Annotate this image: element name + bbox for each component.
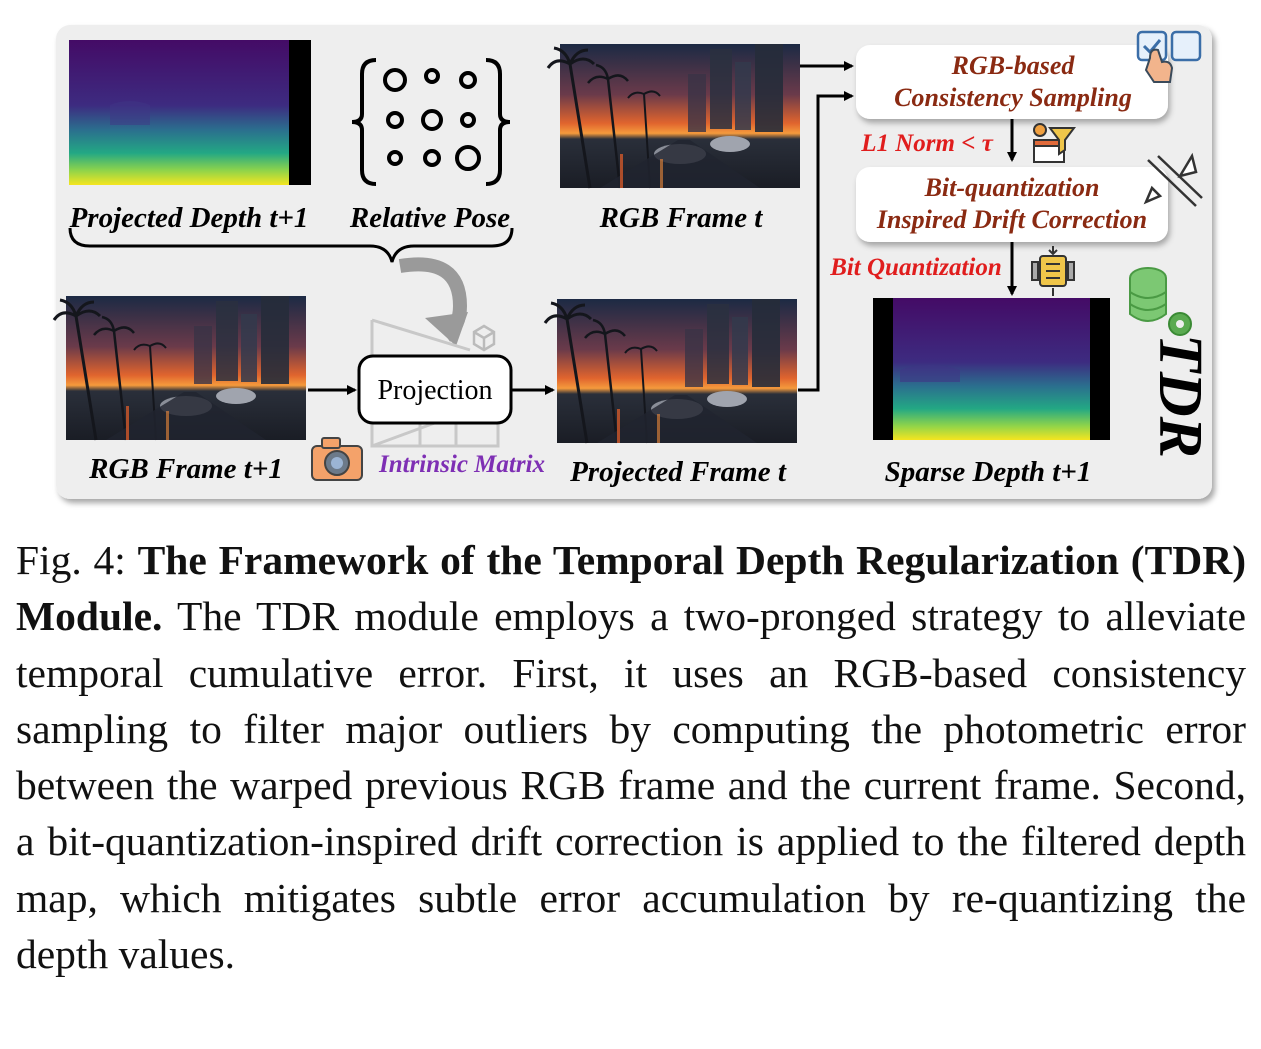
rgb-frame-t1-label: RGB Frame t+1: [89, 453, 283, 485]
drift-box-line1: Bit-quantization: [924, 173, 1100, 202]
caption-body: The TDR module employs a two-pronged strategy to alleviate temporal cumulative error. First, it uses an RGB-based consistency sampling to filter major outliers by computing the photometric error between the warped previous RGB frame and the current frame. Second, a bit-quantization-inspired drift correction is applied to the filtered depth map, which mitigates subtle error accumulation by re-quantizing the depth values.: [16, 593, 1246, 978]
figure-caption: [16, 532, 1246, 982]
projected-depth-label: Projected Depth t+1: [69, 202, 309, 234]
bit-quantization-label: Bit Quantization: [830, 254, 1002, 281]
tdr-framework-figure: [0, 0, 1261, 520]
intrinsic-matrix-label: Intrinsic Matrix: [378, 451, 546, 478]
drift-box-line2: Inspired Drift Correction: [876, 205, 1148, 234]
projected-frame-t-label: Projected Frame t: [570, 456, 786, 488]
consistency-box-line1: RGB-based: [951, 51, 1075, 80]
rgb-frame-t-label: RGB Frame t: [599, 202, 763, 234]
relative-pose-label: Relative Pose: [349, 202, 511, 234]
rgb-frame-t1-image: [54, 296, 306, 440]
caption-fig-label: Fig. 4:: [16, 537, 138, 583]
projected-frame-t-image: [545, 299, 797, 443]
l1-norm-label: L1 Norm < τ: [861, 130, 993, 157]
rgb-frame-t-image: [548, 44, 800, 188]
sparse-depth-image: [873, 298, 1110, 440]
projection-box-label: Projection: [377, 375, 493, 406]
projected-depth-image: [69, 40, 311, 185]
tdr-label: TDR: [1146, 334, 1214, 458]
caption-title: The Framework of the Temporal Depth Regularization (TDR) Module.: [16, 537, 1247, 640]
consistency-box-line2: Consistency Sampling: [894, 83, 1132, 112]
sparse-depth-label: Sparse Depth t+1: [884, 456, 1092, 488]
